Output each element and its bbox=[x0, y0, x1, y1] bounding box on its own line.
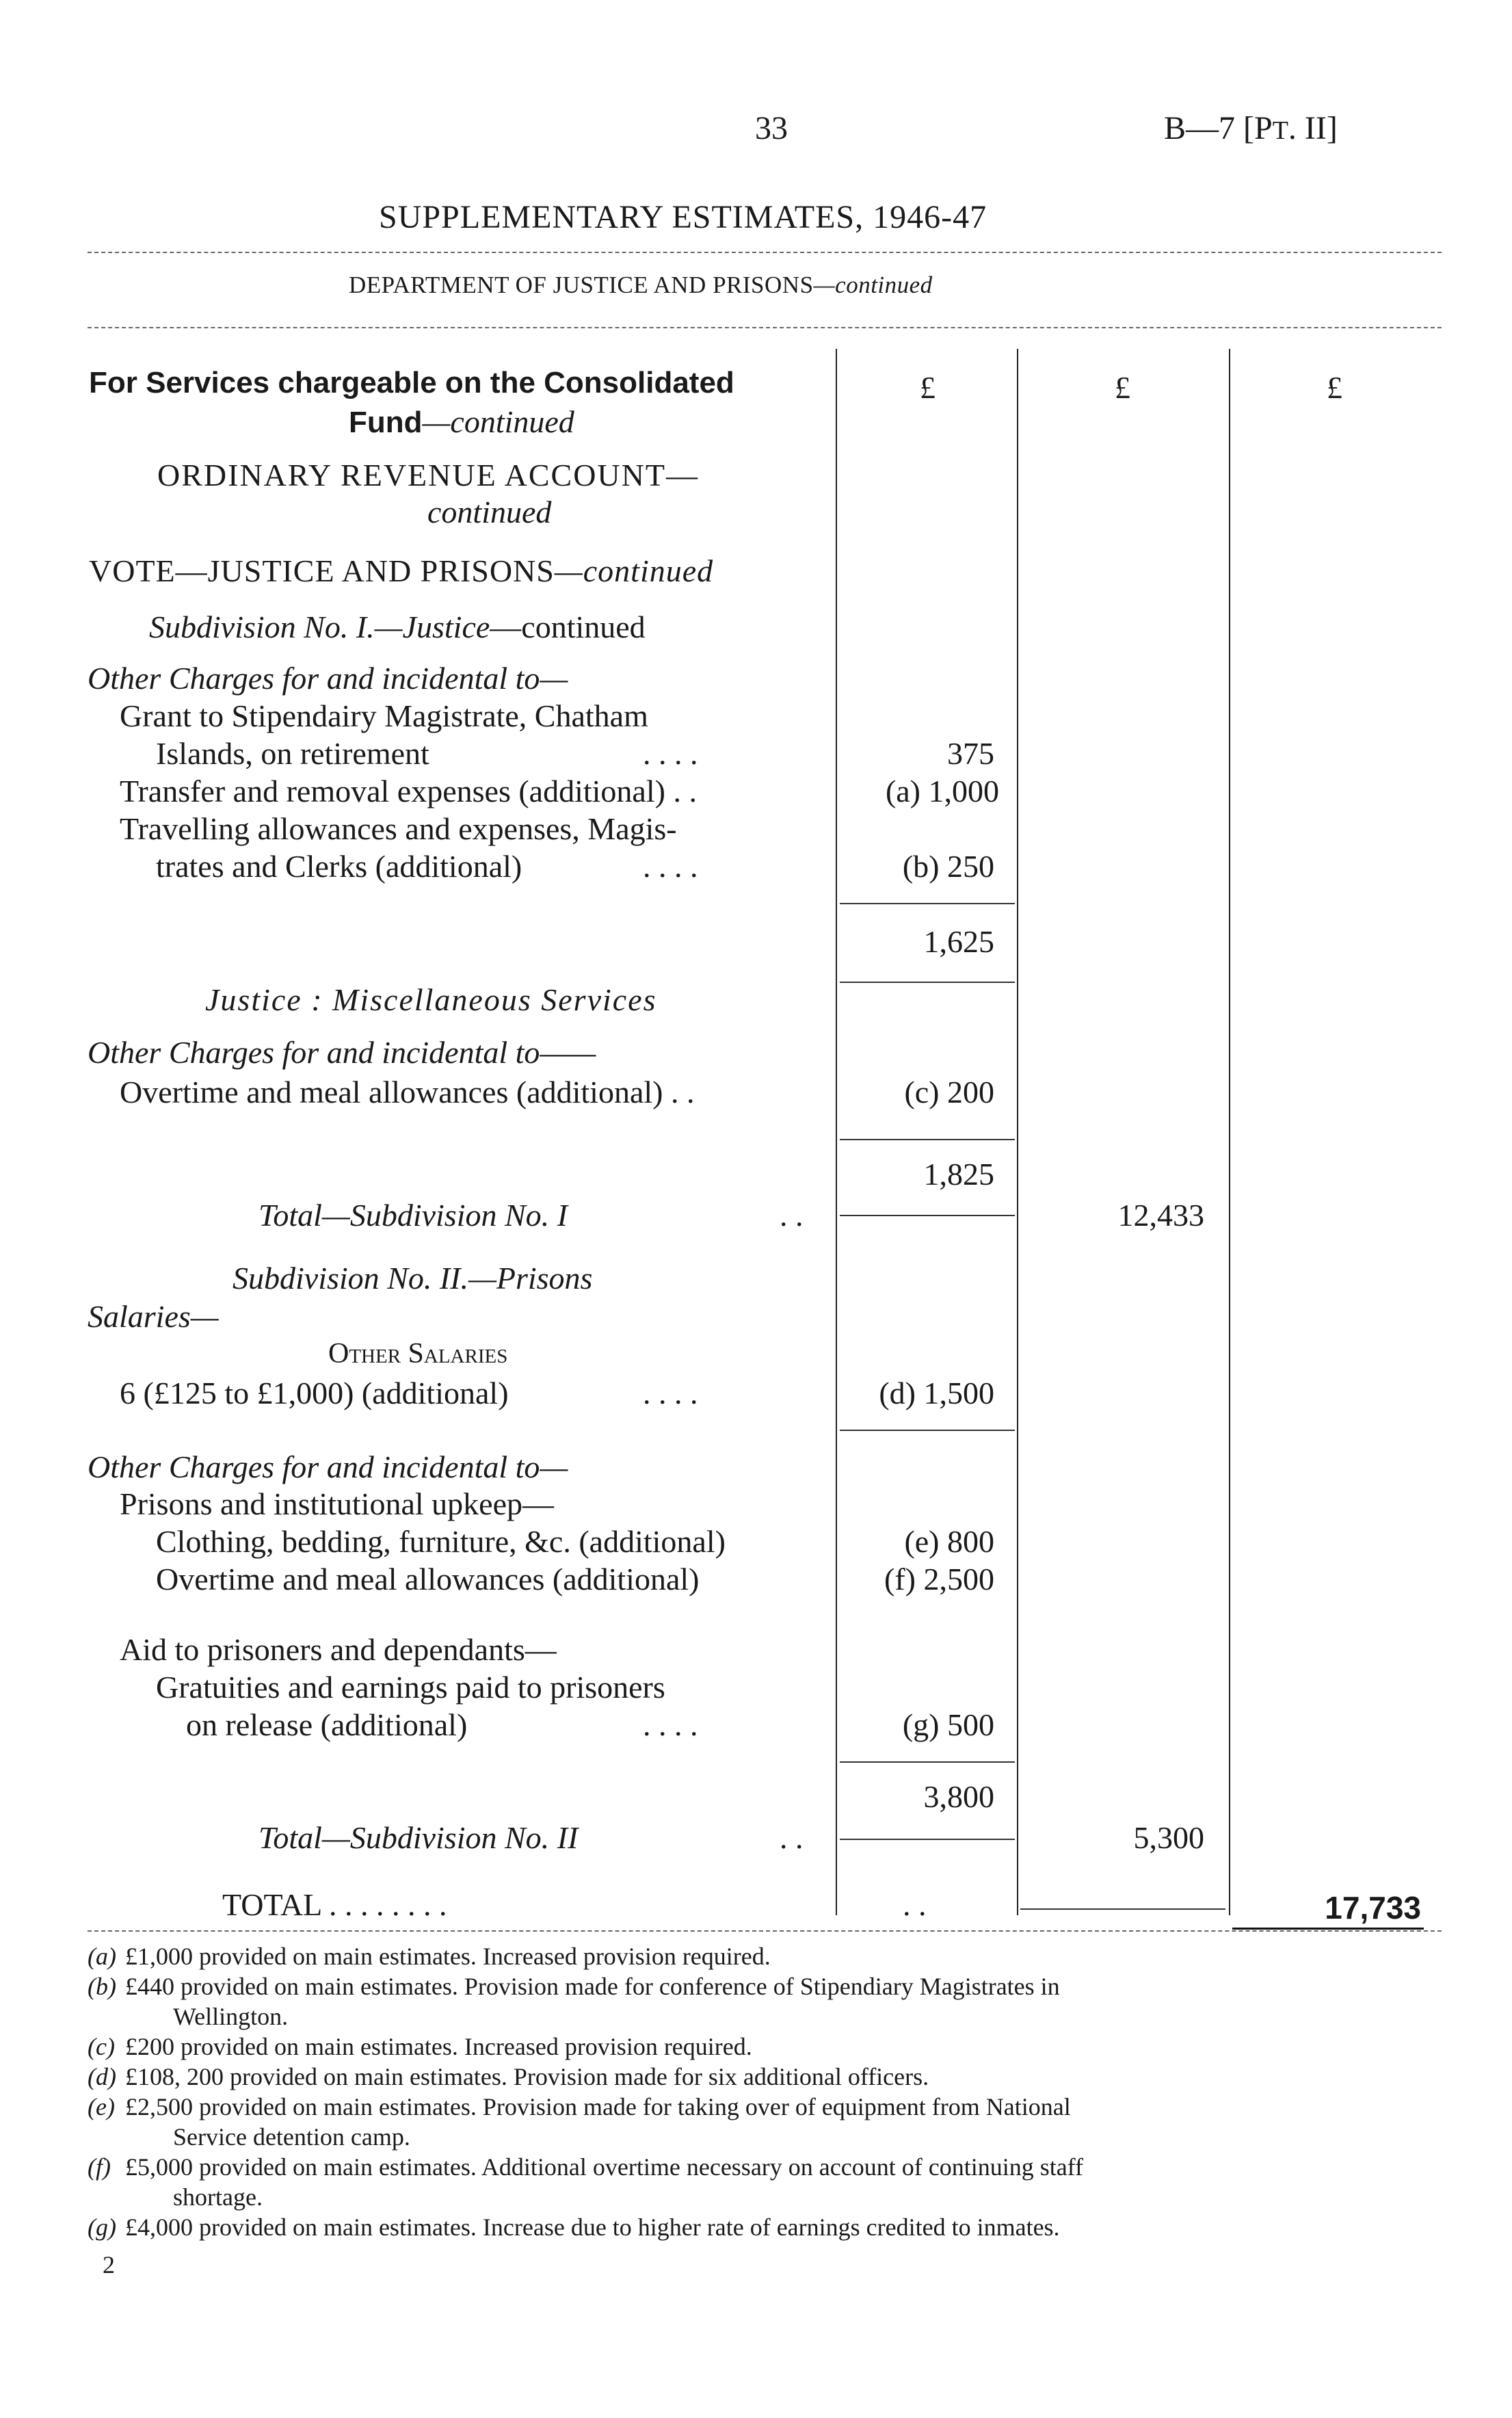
grand-total-rule bbox=[1020, 1908, 1225, 1910]
footnote-text: £108, 200 provided on main estimates. Provision made for six additional officers. bbox=[125, 2063, 929, 2090]
ref-prefix: B—7 [P bbox=[1164, 110, 1273, 146]
vote-suffix: —continued bbox=[554, 553, 714, 588]
footnotes bbox=[88, 1941, 1083, 2242]
footnote-b-cont bbox=[88, 2001, 1083, 2032]
justice-item3-line1: Travelling allowances and expenses, Magis- bbox=[120, 811, 677, 846]
header-rule bbox=[88, 252, 1442, 253]
section-heading-line2 bbox=[349, 404, 574, 440]
justice-subtotal: 1,625 bbox=[923, 924, 994, 959]
footnote-f bbox=[88, 2152, 1083, 2182]
justice-item1-dots: . . . . bbox=[643, 736, 698, 771]
total-sub1-rule bbox=[840, 1215, 1015, 1216]
section-heading-continued: —continued bbox=[422, 404, 574, 439]
total-sub1-dots: . . bbox=[780, 1198, 804, 1233]
column-header-1: £ bbox=[920, 370, 936, 405]
department-heading bbox=[349, 272, 933, 299]
footnote-text: £200 provided on main estimates. Increased provision required. bbox=[125, 2033, 752, 2060]
grand-total-underline bbox=[1232, 1928, 1424, 1930]
prisons-other-charges: Other Charges for and incidental to— bbox=[88, 1449, 568, 1484]
prisons-item2-value: (e) 800 bbox=[904, 1524, 994, 1559]
prisons-upkeep: Prisons and institutional upkeep— bbox=[120, 1486, 555, 1521]
footnote-d bbox=[88, 2062, 1083, 2092]
prisons-item4-dots: . . . . bbox=[643, 1707, 698, 1742]
prisons-item1-value: (d) 1,500 bbox=[879, 1376, 994, 1410]
footnote-text: shortage. bbox=[173, 2183, 263, 2211]
prisons-subdivision-heading: Subdivision No. II.—Prisons bbox=[233, 1261, 593, 1296]
vote-heading bbox=[89, 553, 713, 589]
page-signature: 2 bbox=[103, 2251, 115, 2278]
justice-subtotal-rule bbox=[840, 903, 1015, 904]
total-sub2-dots: . . bbox=[780, 1820, 804, 1855]
header-rule-2 bbox=[88, 327, 1442, 328]
justice-item2-value: (a) 1,000 bbox=[885, 774, 999, 809]
footnote-text: £4,000 provided on main estimates. Increase due to higher rate of earnings credited to inmates. bbox=[125, 2213, 1060, 2241]
department-suffix: —continued bbox=[813, 272, 933, 298]
justice-item2: Transfer and removal expenses (additional) . . bbox=[120, 774, 697, 809]
column-rule-1 bbox=[836, 349, 837, 1915]
footnote-e bbox=[88, 2092, 1083, 2122]
total-sub2-rule bbox=[840, 1839, 1015, 1840]
footnote-mark: (b) bbox=[88, 1973, 116, 2000]
prisons-item4-value: (g) 500 bbox=[902, 1707, 994, 1742]
prisons-item1: 6 (£125 to £1,000) (additional) bbox=[120, 1376, 509, 1410]
total-sub1-value: 12,433 bbox=[1117, 1198, 1204, 1233]
justice-item1-line1: Grant to Stipendairy Magistrate, Chatham bbox=[120, 698, 648, 733]
prisons-item3: Overtime and meal allowances (additional) bbox=[156, 1562, 700, 1596]
footnote-b bbox=[88, 1971, 1083, 2001]
prisons-salaries-rule bbox=[840, 1430, 1015, 1431]
misc-subtotal: 1,825 bbox=[923, 1157, 994, 1192]
ref-suffix: . II] bbox=[1288, 110, 1338, 146]
misc-other-charges: Other Charges for and incidental to—— bbox=[88, 1035, 596, 1070]
misc-heading: Justice : Miscellaneous Services bbox=[205, 982, 657, 1017]
footnote-text: £2,500 provided on main estimates. Provision made for taking over of equipment from National bbox=[125, 2093, 1071, 2120]
footnote-mark: (e) bbox=[88, 2093, 115, 2120]
document-reference bbox=[1164, 109, 1338, 147]
misc-subtotal-rule bbox=[840, 1139, 1015, 1140]
misc-item1-value: (c) 200 bbox=[904, 1075, 994, 1109]
justice-item1-line2: Islands, on retirement bbox=[156, 736, 429, 771]
justice-subtotal-rule-2 bbox=[840, 982, 1015, 983]
footnote-text: £1,000 provided on main estimates. Increased provision required. bbox=[125, 1943, 771, 1970]
account-heading: ORDINARY REVENUE ACCOUNT— bbox=[157, 458, 699, 492]
footnote-mark: (f) bbox=[88, 2153, 111, 2181]
footnote-text: Service detention camp. bbox=[173, 2123, 410, 2151]
footnote-text: Wellington. bbox=[173, 2003, 289, 2030]
section-heading-fund: Fund bbox=[349, 406, 423, 439]
footnote-mark: (c) bbox=[88, 2033, 115, 2060]
prisons-other-salaries: Other Salaries bbox=[328, 1338, 508, 1369]
account-continued: continued bbox=[427, 495, 552, 529]
footnote-e-cont bbox=[88, 2122, 1083, 2152]
prisons-salaries: Salaries— bbox=[88, 1299, 219, 1334]
prisons-item4-line2: on release (additional) bbox=[186, 1707, 468, 1742]
grand-total-label: TOTAL . . . . . . . . bbox=[222, 1887, 447, 1922]
total-sub2-label: Total—Subdivision No. II bbox=[258, 1820, 579, 1855]
grand-total-col1-dots: . . bbox=[903, 1887, 927, 1922]
footnote-g bbox=[88, 2212, 1083, 2242]
ref-small: T bbox=[1272, 116, 1288, 145]
footnote-a bbox=[88, 1941, 1083, 1971]
footnote-text: £440 provided on main estimates. Provision made for conference of Stipendiary Magistrates in bbox=[125, 1973, 1060, 2000]
grand-total-value: 17,733 bbox=[1325, 1890, 1421, 1926]
justice-item3-value: (b) 250 bbox=[902, 849, 994, 884]
prisons-item1-dots: . . . . bbox=[643, 1376, 698, 1410]
justice-other-charges: Other Charges for and incidental to— bbox=[88, 661, 568, 696]
column-header-3: £ bbox=[1327, 370, 1342, 405]
column-rule-3 bbox=[1229, 349, 1230, 1915]
footer-rule bbox=[88, 1930, 1442, 1932]
prisons-aid: Aid to prisoners and dependants— bbox=[120, 1632, 557, 1667]
column-rule-2 bbox=[1017, 349, 1018, 1915]
footnote-mark: (d) bbox=[88, 2063, 116, 2090]
footnote-f-cont bbox=[88, 2182, 1083, 2212]
prisons-item3-value: (f) 2,500 bbox=[884, 1562, 994, 1596]
prisons-subtotal-rule bbox=[840, 1761, 1015, 1763]
prisons-subtotal: 3,800 bbox=[923, 1779, 994, 1814]
subdivision-1-suffix: —continued bbox=[490, 609, 646, 644]
footnote-c bbox=[88, 2032, 1083, 2062]
total-sub1-label: Total—Subdivision No. I bbox=[258, 1198, 568, 1233]
subdivision-1-title: Subdivision No. I.—Justice bbox=[149, 609, 490, 644]
column-header-2: £ bbox=[1115, 370, 1130, 405]
total-sub2-value: 5,300 bbox=[1133, 1820, 1204, 1855]
justice-item3-line2: trates and Clerks (additional) bbox=[156, 849, 522, 884]
justice-item1-value: 375 bbox=[947, 736, 994, 771]
footnote-mark: (g) bbox=[88, 2213, 116, 2241]
misc-item1: Overtime and meal allowances (additional) . . bbox=[120, 1075, 695, 1109]
justice-item3-dots: . . . . bbox=[643, 849, 698, 884]
subdivision-1-heading bbox=[149, 609, 646, 645]
page-title: SUPPLEMENTARY ESTIMATES, 1946-47 bbox=[379, 199, 987, 235]
page-number: 33 bbox=[755, 110, 788, 146]
section-heading-line1: For Services chargeable on the Consolidated bbox=[89, 366, 734, 399]
prisons-item4-line1: Gratuities and earnings paid to prisoners bbox=[156, 1670, 665, 1705]
prisons-item2: Clothing, bedding, furniture, &c. (additional) bbox=[156, 1524, 726, 1559]
department-name: DEPARTMENT OF JUSTICE AND PRISONS bbox=[349, 272, 814, 298]
footnote-mark: (a) bbox=[88, 1943, 116, 1970]
footnote-text: £5,000 provided on main estimates. Additional overtime necessary on account of continuing staff bbox=[125, 2153, 1084, 2181]
vote-name: VOTE—JUSTICE AND PRISONS bbox=[89, 553, 555, 588]
